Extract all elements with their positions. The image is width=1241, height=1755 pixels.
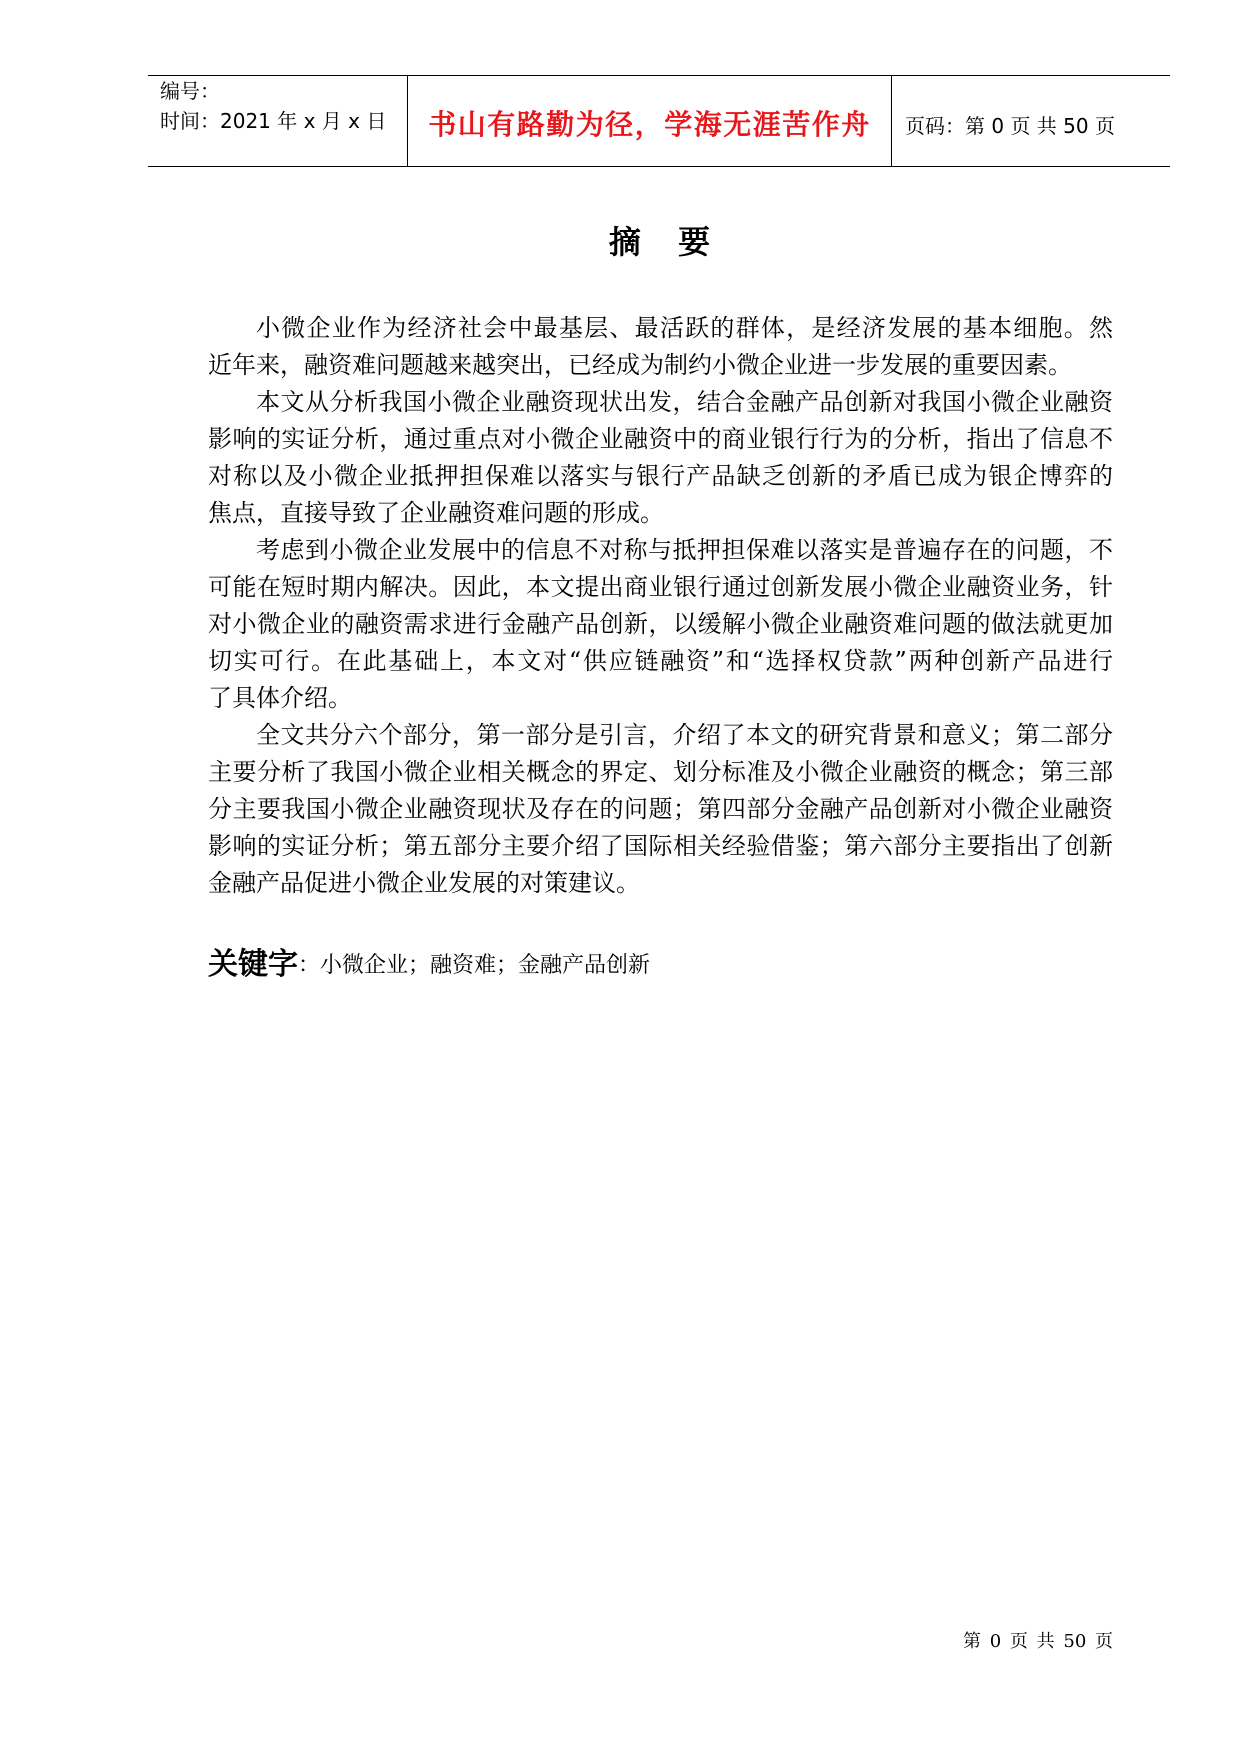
abstract-line: 考虑到小微企业发展中的信息不对称与抵押担保难以落实是普遍存在的问题，不 (256, 536, 1113, 564)
abstract-line: 本文从分析我国小微企业融资现状出发，结合金融产品创新对我国小微企业融资 (256, 388, 1113, 416)
header-page-info: 页码：第 0 页 共 50 页 (905, 113, 1115, 138)
abstract-line: 主要分析了我国小微企业相关概念的界定、划分标准及小微企业融资的概念；第三部 (208, 758, 1113, 786)
document-number-label: 编号： (160, 79, 220, 103)
abstract-line: 可能在短时期内解决。因此，本文提出商业银行通过创新发展小微企业融资业务，针 (208, 573, 1113, 601)
page-title: 摘 要 (608, 223, 713, 261)
abstract-line: 切实可行。在此基础上，本文对“供应链融资”和“选择权贷款”两种创新产品进行 (208, 647, 1113, 675)
header-motto: 书山有路勤为径，学海无涯苦作舟 (428, 108, 871, 141)
abstract-line: 分主要我国小微企业融资现状及存在的问题；第四部分金融产品创新对小微企业融资 (208, 795, 1113, 823)
abstract-line: 焦点，直接导致了企业融资难问题的形成。 (208, 499, 664, 527)
document-header (148, 75, 1170, 167)
header-page-cell (892, 76, 1170, 166)
abstract-line: 对小微企业的融资需求进行金融产品创新，以缓解小微企业融资难问题的做法就更加 (208, 610, 1113, 638)
keywords (208, 938, 1113, 984)
document-time-label: 时间：2021 年 x 月 x 日 (160, 109, 387, 133)
abstract-body (208, 310, 1113, 902)
abstract-line: 影响的实证分析，通过重点对小微企业融资中的商业银行行为的分析，指出了信息不 (208, 425, 1113, 453)
header-meta-cell (148, 76, 408, 166)
abstract-line: 近年来，融资难问题越来越突出，已经成为制约小微企业进一步发展的重要因素。 (208, 351, 1072, 379)
keywords-label: 关键字 (208, 947, 298, 982)
abstract-line: 小微企业作为经济社会中最基层、最活跃的群体，是经济发展的基本细胞。然 (256, 314, 1113, 342)
abstract-line: 影响的实证分析；第五部分主要介绍了国际相关经验借鉴；第六部分主要指出了创新 (208, 832, 1113, 860)
abstract-line: 全文共分六个部分，第一部分是引言，介绍了本文的研究背景和意义；第二部分 (256, 721, 1113, 749)
abstract-line: 对称以及小微企业抵押担保难以落实与银行产品缺乏创新的矛盾已成为银企博弈的 (208, 462, 1113, 490)
abstract-paragraph (208, 532, 1113, 717)
abstract-paragraph (208, 384, 1113, 532)
abstract-line: 了具体介绍。 (208, 684, 352, 712)
page-footer: 第 0 页 共 50 页 (963, 1631, 1113, 1652)
abstract-paragraph (208, 717, 1113, 902)
abstract-line: 金融产品促进小微企业发展的对策建议。 (208, 869, 640, 897)
keywords-value: ：小微企业；融资难；金融产品创新 (298, 952, 651, 978)
header-motto-cell (408, 76, 892, 166)
abstract-paragraph (208, 310, 1113, 384)
